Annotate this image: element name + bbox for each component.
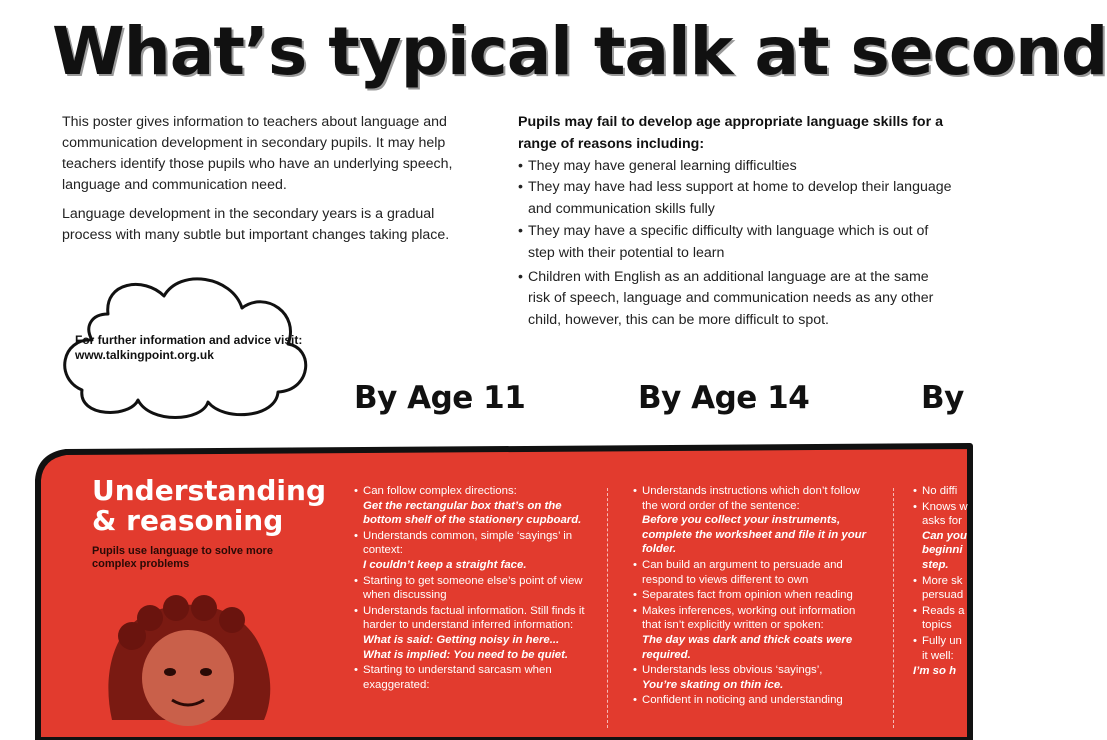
item-text: topics	[922, 619, 952, 632]
item-text: Can follow complex directions:	[363, 485, 517, 497]
item-text: Understands common, simple ‘sayings’ in context:	[363, 529, 573, 557]
list-item	[633, 604, 873, 662]
list-item	[913, 574, 973, 603]
reason-item: • They may have general learning difficulties	[518, 156, 954, 178]
example-text: You’re skating on thin ice.	[642, 678, 784, 691]
list-item	[913, 634, 973, 679]
list-item	[354, 484, 594, 528]
list-item: • No diffi	[913, 484, 973, 499]
item-text: Understands less obvious ‘sayings’,	[642, 664, 823, 677]
column-age-14	[633, 484, 873, 709]
list-item: • Confident in noticing and understanding	[633, 693, 873, 708]
column-age-17	[913, 484, 973, 680]
intro-text	[62, 112, 482, 254]
column-divider	[607, 488, 608, 728]
example-text: What is said: Getting noisy in here...	[363, 633, 560, 646]
item-text: asks for	[922, 515, 962, 528]
item-text: Understands factual information. Still finds it harder to understand inferred information:	[363, 604, 585, 632]
example-text: Get the rectangular box that’s on the bottom shelf of the stationery cupboard.	[363, 499, 582, 527]
section-title-line-2: & reasoning	[92, 504, 284, 537]
further-info-link[interactable]: For further information and advice visit: www.talkingpoint.org.uk	[75, 333, 303, 362]
list-item	[633, 484, 873, 557]
example-text: The day was dark and thick coats were required.	[642, 633, 853, 661]
example-text: I couldn’t keep a straight face.	[363, 558, 527, 571]
list-item: • Starting to get someone else’s point of view when discussing	[354, 574, 594, 603]
girl-illustration	[92, 596, 282, 720]
example-text: What is implied: You need to be quiet.	[363, 648, 569, 661]
heading-by-age-14: By Age 14	[638, 380, 810, 416]
list-item: • Can build an argument to persuade and respond to views different to own	[633, 558, 873, 587]
item-text: • Reads a	[922, 604, 965, 617]
example-text: Can you	[922, 529, 967, 542]
list-item: • Separates fact from opinion when reading	[633, 588, 873, 603]
list-item	[633, 663, 873, 692]
item-text: • More sk	[922, 574, 963, 587]
list-item: • Starting to understand sarcasm when exaggerated:	[354, 663, 594, 692]
item-text: Makes inferences, working out information that isn’t explicitly written or spoken:	[642, 604, 856, 632]
poster-title: What’s typical talk at second	[52, 13, 1107, 90]
heading-by-age-17: By	[921, 380, 964, 416]
intro-paragraph-1: This poster gives information to teachers about language and communication development in secondary pupils. It may help teachers identify those pupils who have an underlying speech, language and communication need.	[62, 114, 453, 193]
list-item	[913, 500, 973, 573]
example-text: I’m so h	[913, 665, 957, 678]
list-item	[354, 529, 594, 573]
item-text: it well:	[922, 649, 954, 662]
section-title-line-1: Understanding	[92, 474, 327, 507]
reason-item: • They may have a specific difficulty with language which is out of step with their potential to learn	[518, 221, 954, 265]
item-text: • Knows w	[922, 500, 968, 513]
item-text: Understands instructions which don’t follow the word order of the sentence:	[642, 485, 860, 512]
intro-paragraph-2: Language development in the secondary years is a gradual process with many subtle but important changes taking place.	[62, 206, 450, 243]
list-item	[913, 604, 973, 633]
reasons-lead: Pupils may fail to develop age appropriate language skills for a range of reasons including:	[518, 114, 943, 152]
reason-item: • They may have had less support at home to develop their language and communication skills fully	[518, 177, 954, 221]
item-text: • Fully un	[922, 634, 962, 647]
example-text: step.	[922, 558, 949, 571]
column-divider	[893, 488, 894, 728]
list-item	[354, 604, 594, 662]
section-title	[92, 476, 326, 536]
example-text: Before you collect your instruments, complete the worksheet and file it in your folder.	[642, 514, 867, 556]
example-text: beginni	[922, 544, 963, 557]
reason-item: • Children with English as an additional language are at the same risk of speech, language and communication needs as any other child, however, this can be more difficult to spot.	[518, 267, 954, 332]
column-age-11	[354, 484, 594, 693]
section-subtitle: Pupils use language to solve more complex problems	[92, 545, 273, 570]
heading-by-age-11: By Age 11	[354, 380, 526, 416]
reasons-list	[518, 156, 954, 332]
reasons-block	[518, 112, 954, 332]
item-text: persuad	[922, 589, 964, 602]
